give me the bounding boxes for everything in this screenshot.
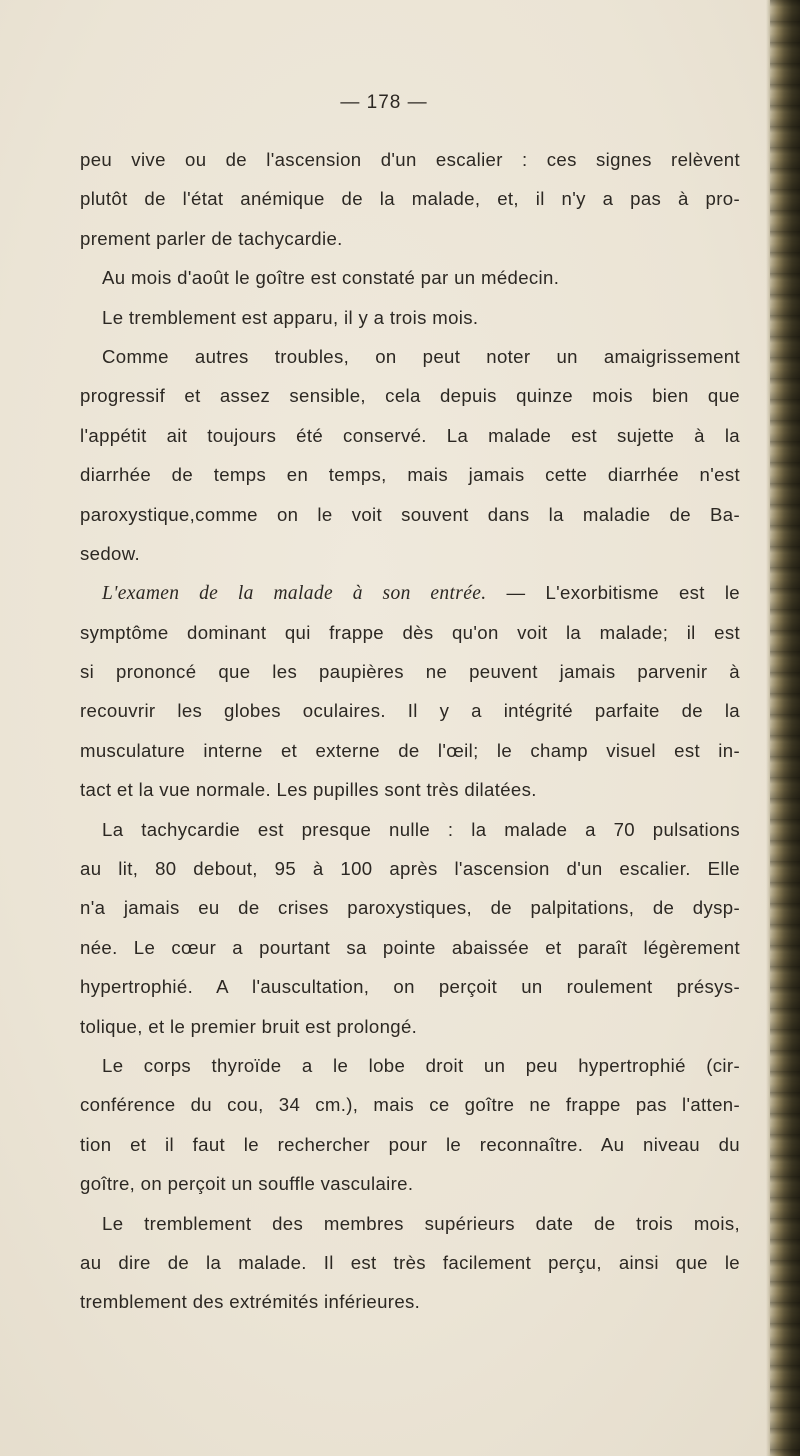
text-line: [80, 298, 740, 337]
text-line: [80, 455, 740, 494]
text-line: [80, 1125, 740, 1164]
text-line: [80, 258, 740, 297]
text-line: [80, 770, 740, 809]
body-text: [80, 140, 740, 1322]
text-line: [80, 652, 740, 691]
text-line: [80, 416, 740, 455]
line-text: Au mois d'août le goître est constaté par un médecin.: [102, 267, 560, 289]
text-line: [80, 849, 740, 888]
text-line: [80, 219, 740, 258]
line-text: sedow.: [80, 542, 140, 564]
text-line: [80, 376, 740, 415]
line-text: diarrhée de temps en temps, mais jamais cette diarrhée n'est: [80, 464, 740, 486]
line-text: La tachycardie est presque nulle : la malade a 70 pulsations: [102, 818, 740, 840]
text-line: [80, 337, 740, 376]
text-line: [80, 1046, 740, 1085]
line-text: l'appétit ait toujours été conservé. La malade est sujette à la: [80, 424, 740, 446]
page-number: — 178 —: [340, 92, 428, 113]
line-text: tremblement des extrémités inférieures.: [80, 1291, 421, 1313]
line-text: n'a jamais eu de crises paroxystiques, de palpitations, de dysp-: [80, 897, 740, 919]
line-text: au lit, 80 debout, 95 à 100 après l'ascension d'un escalier. Elle: [80, 858, 740, 880]
line-text: peu vive ou de l'ascension d'un escalier : ces signes relèvent: [80, 149, 740, 170]
section-heading-italic: L'examen de la malade à son entrée.: [102, 583, 487, 605]
line-text: conférence du cou, 34 cm.), mais ce goître ne frappe pas l'atten-: [80, 1094, 740, 1116]
line-text: goître, on perçoit un souffle vasculaire.: [80, 1173, 414, 1195]
line-text: Comme autres troubles, on peut noter un amaigrissement: [102, 345, 740, 367]
binding-texture: [770, 0, 800, 1456]
line-text: Le tremblement est apparu, il y a trois mois.: [102, 306, 479, 328]
line-text: Le corps thyroïde a le lobe droit un peu hypertrophié (cir-: [102, 1054, 740, 1076]
text-line: [80, 573, 740, 612]
line-text: musculature interne et externe de l'œil; le champ visuel est in-: [80, 739, 740, 761]
text-line: [80, 613, 740, 652]
line-text: paroxystique,comme on le voit souvent dans la maladie de Ba-: [80, 503, 740, 525]
line-text: progressif et assez sensible, cela depuis quinze mois bien que: [80, 385, 740, 407]
text-line: [80, 1204, 740, 1243]
line-text: — L'exorbitisme est le: [486, 582, 740, 604]
text-line: [80, 888, 740, 927]
line-text: tion et il faut le rechercher pour le reconnaître. Au niveau du: [80, 1133, 740, 1155]
text-line: [80, 1007, 740, 1046]
text-line: [80, 691, 740, 730]
line-text: symptôme dominant qui frappe dès qu'on voit la malade; il est: [80, 621, 740, 643]
line-text: prement parler de tachycardie.: [80, 227, 343, 249]
line-text: hypertrophié. A l'auscultation, on perçoit un roulement présys-: [80, 976, 740, 998]
line-text: recouvrir les globes oculaires. Il y a intégrité parfaite de la: [80, 700, 740, 722]
text-line: [80, 1243, 740, 1282]
line-text: plutôt de l'état anémique de la malade, et, il n'y a pas à pro-: [80, 188, 740, 210]
text-line: [80, 1282, 740, 1321]
text-line: [80, 731, 740, 770]
text-line: [80, 967, 740, 1006]
text-line: [80, 534, 740, 573]
text-line: [80, 140, 740, 179]
text-line: [80, 1085, 740, 1124]
text-line: [80, 495, 740, 534]
line-text: née. Le cœur a pourtant sa pointe abaissée et paraît légèrement: [80, 936, 740, 958]
line-text: si prononcé que les paupières ne peuvent jamais parvenir à: [80, 661, 740, 683]
line-text: tact et la vue normale. Les pupilles sont très dilatées.: [80, 779, 537, 801]
line-text: au dire de la malade. Il est très facilement perçu, ainsi que le: [80, 1251, 740, 1273]
line-text: tolique, et le premier bruit est prolongé.: [80, 1015, 418, 1037]
text-line: [80, 810, 740, 849]
text-line: [80, 1164, 740, 1203]
text-line: [80, 928, 740, 967]
text-line: [80, 179, 740, 218]
line-text: Le tremblement des membres supérieurs date de trois mois,: [102, 1212, 740, 1234]
